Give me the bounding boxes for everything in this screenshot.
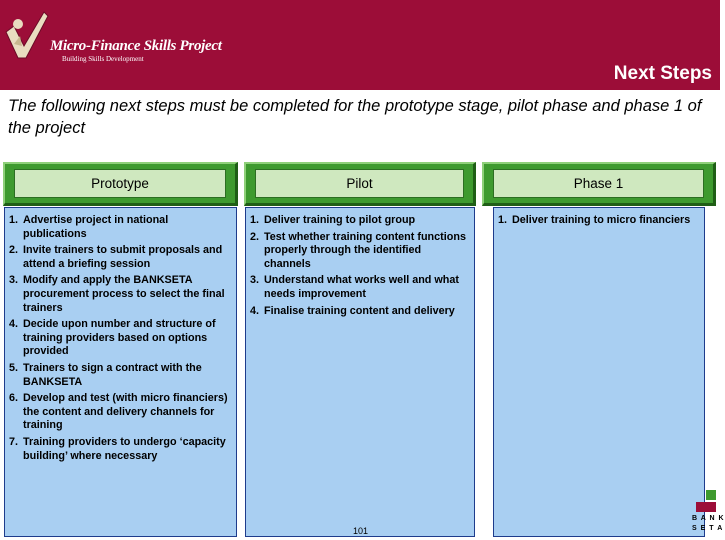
step-text: Training providers to undergo ‘capacity building’ where necessary — [23, 435, 226, 462]
step-number: 6. — [9, 392, 19, 405]
step-number: 2. — [9, 244, 19, 257]
list-item — [9, 436, 232, 463]
slide-title: Next Steps — [613, 63, 712, 84]
column-header-pilot — [244, 162, 476, 206]
step-list — [498, 214, 700, 228]
step-number: 3. — [250, 274, 260, 287]
step-list — [250, 214, 470, 318]
step-number: 4. — [9, 318, 19, 331]
list-item — [9, 214, 232, 241]
list-item — [9, 318, 232, 359]
list-item — [250, 231, 470, 272]
step-text: Deliver training to pilot group — [264, 214, 416, 226]
list-item — [250, 274, 470, 301]
step-number: 1. — [250, 214, 260, 226]
column-header-prototype — [3, 162, 238, 206]
column-body-prototype — [4, 207, 237, 537]
project-logo — [50, 38, 222, 63]
step-number: 5. — [9, 361, 19, 374]
logo-line-1: B A N K — [692, 515, 725, 522]
list-item — [9, 362, 232, 389]
logo-line-2: S E T A — [692, 525, 724, 532]
column-title: Pilot — [255, 169, 464, 198]
list-item — [250, 305, 470, 319]
logo-title: Micro-Finance Skills Project — [50, 38, 222, 54]
step-number: 7. — [9, 435, 19, 448]
column-body-pilot — [245, 207, 475, 537]
list-item — [9, 244, 232, 271]
step-text: Understand what works well and what needs improvement — [264, 274, 459, 300]
bankseta-logo — [692, 490, 725, 540]
step-text: Invite trainers to submit proposals and attend a briefing session — [23, 244, 223, 270]
slide-subtitle: The following next steps must be completed for the prototype stage, pilot phase and phase 1 of the project — [8, 97, 702, 137]
step-number: 1. — [498, 214, 508, 226]
column-title: Phase 1 — [493, 169, 704, 198]
list-item — [9, 392, 232, 433]
column-header-phase-1 — [482, 162, 716, 206]
column-title: Prototype — [14, 169, 226, 198]
step-text: Modify and apply the BANKSETA procurement process to select the final trainers — [23, 274, 225, 314]
logo-square-green — [706, 490, 716, 500]
header-banner — [0, 0, 720, 90]
list-item — [250, 214, 470, 228]
step-list — [9, 214, 232, 463]
list-item — [9, 274, 232, 315]
step-text: Deliver training to micro financiers — [512, 214, 691, 226]
page-number: 101 — [353, 526, 369, 536]
logo-subtitle: Building Skills Development — [62, 55, 144, 63]
logo-square-red — [696, 502, 716, 512]
step-number: 2. — [250, 230, 260, 243]
step-text: Trainers to sign a contract with the BANKSETA — [23, 361, 202, 388]
column-body-phase-1 — [493, 207, 705, 537]
step-text: Test whether training content functions properly through the identified channels — [264, 230, 466, 270]
step-number: 3. — [9, 274, 19, 287]
step-text: Decide upon number and structure of training providers based on options provided — [23, 318, 216, 358]
checkmark-logo-icon — [4, 10, 48, 64]
list-item — [498, 214, 700, 228]
step-text: Finalise training content and delivery — [264, 304, 455, 317]
step-number: 4. — [250, 304, 260, 317]
step-text: Advertise project in national publications — [23, 214, 169, 240]
step-number: 1. — [9, 214, 19, 226]
step-text: Develop and test (with micro financiers) the content and delivery channels for training — [23, 392, 228, 432]
